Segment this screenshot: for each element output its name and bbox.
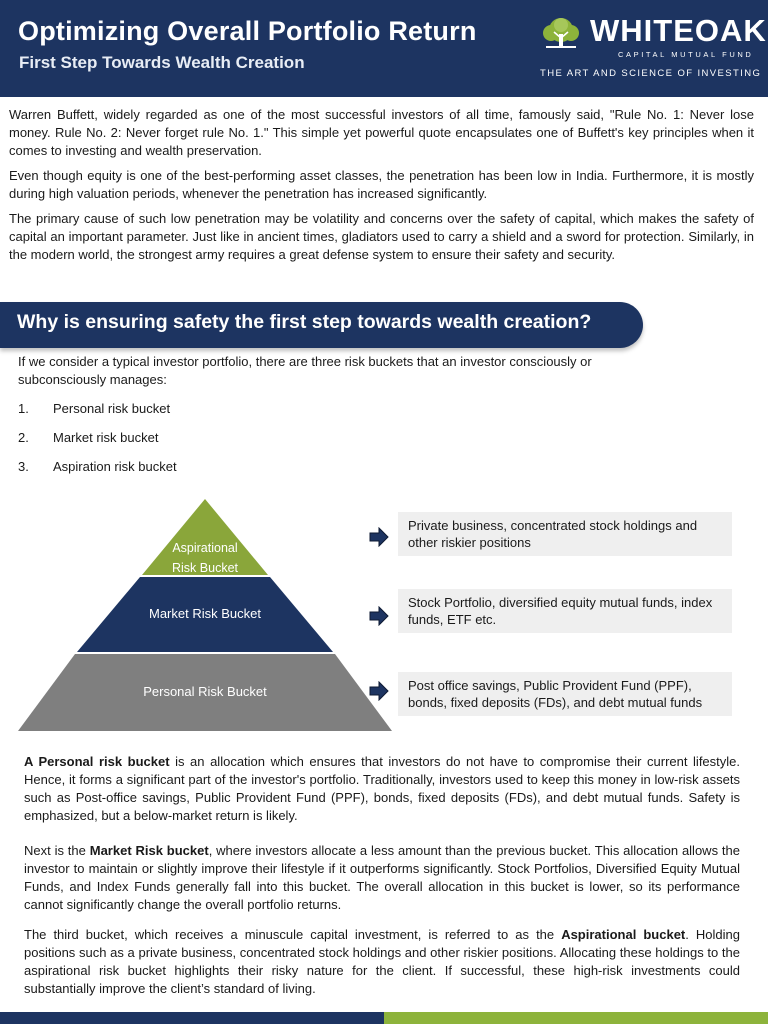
intro-paragraph: The primary cause of such low penetration may be volatility and concerns over the safety of capital, which makes the safety of capital an important parameter. Just like in ancient times, gladiators used to carry a shield and a sword for protection. Similarly, in the modern world, the strongest army requires a great defense system to ensure their safety and security. [9,211,754,262]
description-market: Stock Portfolio, diversified equity mutual funds, index funds, ETF etc. [398,589,732,633]
arrow-right-icon [369,681,389,701]
list-item [18,400,177,429]
logo-name: WHITEOAK [590,13,767,48]
oak-tree-icon [540,16,582,52]
paragraph-personal-bucket [24,753,740,825]
whiteoak-logo [540,13,767,84]
header-banner [0,0,768,97]
pyramid-label-line: Aspirational [172,541,238,555]
intro-paragraph: Even though equity is one of the best-performing asset classes, the penetration has been low in India. Furthermore, it is mostly during high valuation periods, whenever the penetration has increased significantly. [9,168,754,201]
arrow-right-icon [369,527,389,547]
description-personal: Post office savings, Public Provident Fund (PPF), bonds, fixed deposits (FDs), and debt mutual funds [398,672,732,716]
list-item [18,458,177,487]
section-lead: If we consider a typical investor portfolio, there are three risk buckets that an investor consciously or subconsciously manages: [18,354,592,387]
bold-term: Market Risk bucket [89,843,209,858]
list-number: 1. [18,401,29,416]
list-label: Aspiration risk bucket [53,459,177,474]
paragraph-text: is an allocation which ensures that investors do not have to compromise their current lifestyle. Hence, it forms a significant part of the investor's portfolio. Traditionally, investors used to keep this money in low-risk assets such as Post-office savings, Public Provident Fund (PPF), bonds, fixed deposits (FDs), and debt mutual funds. Safety is emphasized, but a below-market return is likely. [24,754,740,823]
paragraph-market-bucket [24,842,740,914]
bold-term: A Personal risk bucket [24,754,170,769]
section-heading: Why is ensuring safety the first step towards wealth creation? [17,311,592,333]
list-number: 2. [18,430,29,445]
list-number: 3. [18,459,29,474]
risk-bucket-list [18,400,177,487]
logo-tagline: THE ART AND SCIENCE OF INVESTING [540,68,762,79]
description-aspirational: Private business, concentrated stock holdings and other riskier positions [398,512,732,556]
risk-pyramid-diagram [15,497,395,733]
list-label: Personal risk bucket [53,401,171,416]
pyramid-label-market: Market Risk Bucket [149,606,261,621]
footer-stripe-blue [0,1012,384,1024]
intro-paragraph: Warren Buffett, widely regarded as one of the most successful investors of all time, famously said, "Rule No. 1: Never lose money. Rule No. 2: Never forget rule No. 1." This simple yet powerful quote encapsulates one of Buffett's key principles when it comes to investing and wealth preservation. [9,107,754,158]
section-heading-banner [0,302,643,348]
list-item [18,429,177,458]
list-label: Market risk bucket [53,430,159,445]
paragraph-text: , where investors allocate a less amount than the previous bucket. This allocation allows the investor to maintain or slightly improve their lifestyle if it outperforms significantly. Stock Portfolios, Diversified Equity Mutual Funds, and Index Funds generally fall into this bucket. The overall allocation in this bucket is lower, so its performance cannot significantly change the overall portfolio returns. [24,843,740,912]
logo-subtitle: CAPITAL MUTUAL FUND [618,50,754,59]
intro-text [9,106,754,271]
footer-stripe-green [384,1012,768,1024]
page-subtitle: First Step Towards Wealth Creation [19,53,305,72]
pyramid-label-line: Risk Bucket [172,561,238,575]
paragraph-text: . Holding positions such as a private business, concentrated stock holdings and other riskier positions. Allocating these holdings to the aspirational risk bucket highlights their risky nature for the client. If successful, these high-risk investments could substantially improve the client’s standard of living. [24,927,741,996]
paragraph-aspirational-bucket [24,926,740,998]
arrow-right-icon [369,606,389,626]
page-title: Optimizing Overall Portfolio Return [18,16,477,46]
pyramid-label-aspirational [165,538,245,578]
pyramid-label-personal: Personal Risk Bucket [143,684,267,699]
paragraph-text: Next is the [24,843,90,858]
paragraph-text: The third bucket, which receives a minuscule capital investment, is referred to as the [24,927,562,942]
bold-term: Aspirational bucket [561,927,686,942]
